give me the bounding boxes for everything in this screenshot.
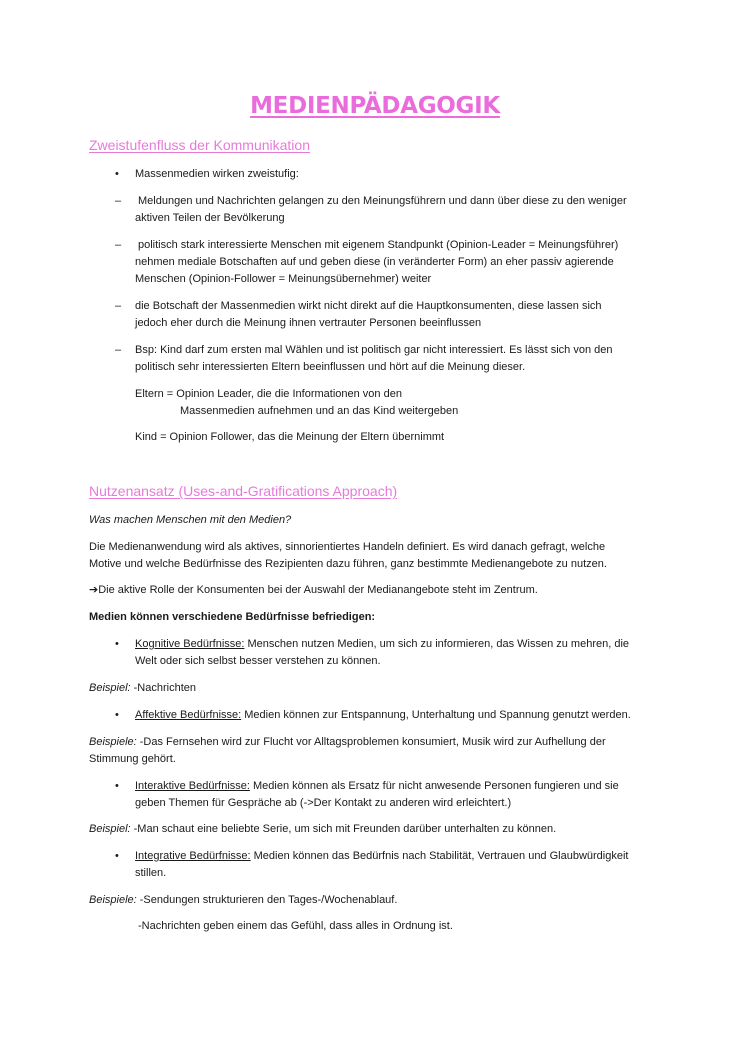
arrow-statement-text: Die aktive Rolle der Konsumenten bei der Auswahl der Medianangebote steht im Zentrum. [98, 584, 538, 596]
definition-line: Kind = Opinion Follower, das die Meinung der Eltern übernimmt [135, 431, 445, 443]
definition-line: Massenmedien aufnehmen und an das Kind weitergeben [180, 405, 459, 417]
need-label: Interaktive Bedürfnisse: [135, 780, 250, 792]
example-label: Beispiele: [89, 894, 137, 906]
need-label: Affektive Bedürfnisse: [135, 709, 242, 721]
list-item: nehmen mediale Botschaften auf und geben diese (in veränderter Form) an eher passiv agierende [135, 256, 614, 268]
bullet-marker: • [115, 850, 119, 862]
paragraph-line: Motive und welche Bedürfnisse des Rezipienten dazu führen, ganz bestimmte Medienangebote zu nutzen. [89, 558, 607, 570]
arrow-icon: ➔ [89, 584, 99, 596]
question-text: Was machen Menschen mit den Medien? [89, 514, 292, 526]
example-line: Beispiele: -Sendungen strukturieren den Tages-/Wochenablauf. [89, 894, 398, 906]
paragraph-line: Die Medienanwendung wird als aktives, sinnorientiertes Handeln definiert. Es wird danach gefragt, welche [89, 541, 606, 553]
list-item: Menschen (Opinion-Follower = Meinungsübernehmer) weiter [135, 273, 432, 285]
need-label: Kognitive Bedürfnisse: [135, 638, 245, 650]
example-line: Stimmung gehört. [89, 753, 176, 765]
list-item: aktiven Teilen der Bevölkerung [135, 212, 285, 224]
bullet-text: Massenmedien wirken zweistufig: [135, 168, 299, 180]
example-label: Beispiel: [89, 823, 131, 835]
list-item: die Botschaft der Massenmedien wirkt nicht direkt auf die Hauptkonsumenten, diese lassen sich [135, 300, 602, 312]
dash-marker: – [115, 300, 122, 312]
list-item: politisch sehr interessierten Eltern beeinflussen und hört auf die Meinung dieser. [135, 361, 526, 373]
dash-marker: – [115, 195, 122, 207]
example-line: Beispiele: -Das Fernsehen wird zur Flucht vor Alltagsproblemen konsumiert, Musik wird zur Aufhellung der [89, 736, 606, 748]
arrow-statement [89, 582, 538, 599]
list-item: jedoch eher durch die Meinung ihnen vertrauter Personen beeinflussen [135, 317, 482, 329]
list-item: politisch stark interessierte Menschen mit eigenem Standpunkt (Opinion-Leader = Meinungsführer) [138, 239, 619, 251]
section-heading-zweistufenfluss: Zweistufenfluss der Kommunikation [89, 137, 310, 153]
example-label: Beispiele: [89, 736, 137, 748]
section-heading-nutzenansatz: Nutzenansatz (Uses-and-Gratifications Approach) [89, 483, 398, 499]
list-item: geben Themen für Gespräche ab (->Der Kontakt zu anderen wird erleichtert.) [135, 797, 512, 809]
list-item: Kognitive Bedürfnisse: Menschen nutzen Medien, um sich zu informieren, das Wissen zu mehren, die [135, 638, 630, 650]
bullet-marker: • [115, 638, 119, 650]
bullet-marker: • [115, 780, 119, 792]
bullet-marker: • [115, 709, 119, 721]
definition-line: Eltern = Opinion Leader, die die Informationen von den [135, 388, 402, 400]
list-item: Integrative Bedürfnisse: Medien können das Bedürfnis nach Stabilität, Vertrauen und Glaubwürdigkeit [135, 850, 629, 862]
bullet-marker: • [115, 168, 119, 180]
dash-marker: – [115, 344, 122, 356]
example-line: Beispiel: -Man schaut eine beliebte Serie, um sich mit Freunden darüber unterhalten zu können. [89, 823, 557, 835]
list-item: Affektive Bedürfnisse: Medien können zur Entspannung, Unterhaltung und Spannung genutzt werden. [135, 709, 631, 721]
list-item: Welt oder sich selbst besser verstehen zu können. [135, 655, 381, 667]
page-title: MEDIENPÄDAGOGIK [250, 93, 500, 119]
example-line: Beispiel: -Nachrichten [89, 682, 196, 694]
bold-statement: Medien können verschiedene Bedürfnisse befriedigen: [89, 611, 376, 623]
dash-marker: – [115, 239, 122, 251]
list-item: Interaktive Bedürfnisse: Medien können als Ersatz für nicht anwesende Personen fungieren und sie [135, 780, 619, 792]
list-item: Bsp: Kind darf zum ersten mal Wählen und ist politisch gar nicht interessiert. Es lässt sich von den [135, 344, 613, 356]
example-line: -Nachrichten geben einem das Gefühl, dass alles in Ordnung ist. [138, 920, 453, 932]
list-item: stillen. [135, 867, 167, 879]
example-label: Beispiel: [89, 682, 131, 694]
need-label: Integrative Bedürfnisse: [135, 850, 251, 862]
list-item: Meldungen und Nachrichten gelangen zu den Meinungsführern und dann über diese zu den weniger [138, 195, 627, 207]
